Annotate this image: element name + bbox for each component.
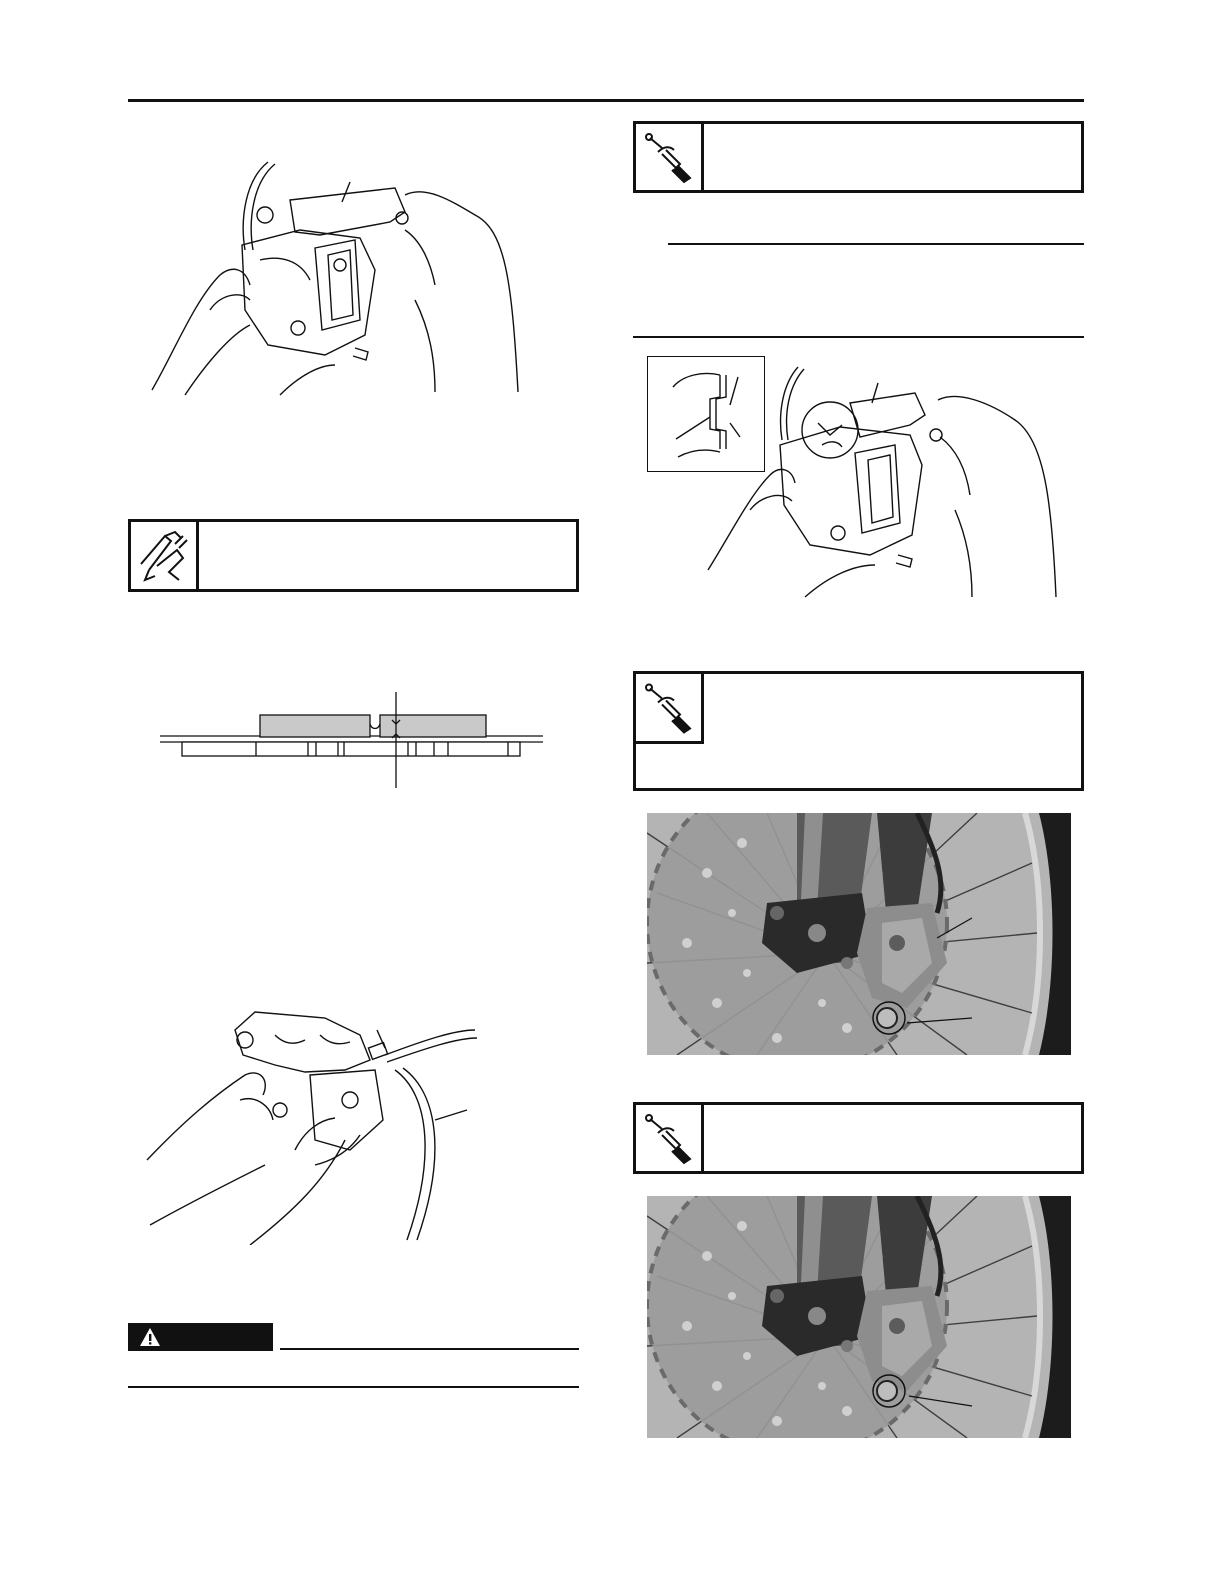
torque-icon-cell-2 bbox=[636, 674, 704, 744]
torque-icon-cell-1 bbox=[636, 124, 704, 190]
torque-wrench-icon bbox=[636, 674, 701, 741]
measure-spec-box bbox=[128, 519, 579, 592]
torque-spec-box-3 bbox=[633, 1102, 1084, 1174]
photo-front-brake-1 bbox=[647, 813, 1071, 1055]
header-rule bbox=[128, 99, 1084, 102]
photo-front-brake-2 bbox=[647, 1196, 1071, 1438]
caliper-measure-icon bbox=[131, 522, 196, 589]
brake-caliper-photo bbox=[647, 813, 1071, 1055]
figure-pad-thickness bbox=[158, 690, 548, 790]
note-bottom-rule bbox=[633, 336, 1084, 338]
brake-caliper-photo bbox=[647, 1196, 1071, 1438]
figure-pad-install bbox=[700, 365, 1080, 600]
torque-icon-cell-3 bbox=[636, 1105, 704, 1171]
torque-spec-box-1 bbox=[633, 121, 1084, 193]
warning-bar bbox=[128, 1323, 273, 1351]
warning-triangle-icon bbox=[138, 1326, 162, 1348]
torque-wrench-icon bbox=[636, 124, 701, 190]
note-top-rule bbox=[668, 243, 1084, 245]
warning-top-rule bbox=[280, 1348, 579, 1350]
torque-wrench-icon bbox=[636, 1105, 701, 1171]
warning-bottom-rule bbox=[128, 1386, 579, 1388]
caliper-measure-icon-cell bbox=[131, 522, 199, 589]
figure-brake-pad-removal bbox=[150, 160, 530, 400]
figure-caliper-hose bbox=[145, 1000, 480, 1245]
torque-spec-box-2 bbox=[633, 671, 1084, 791]
